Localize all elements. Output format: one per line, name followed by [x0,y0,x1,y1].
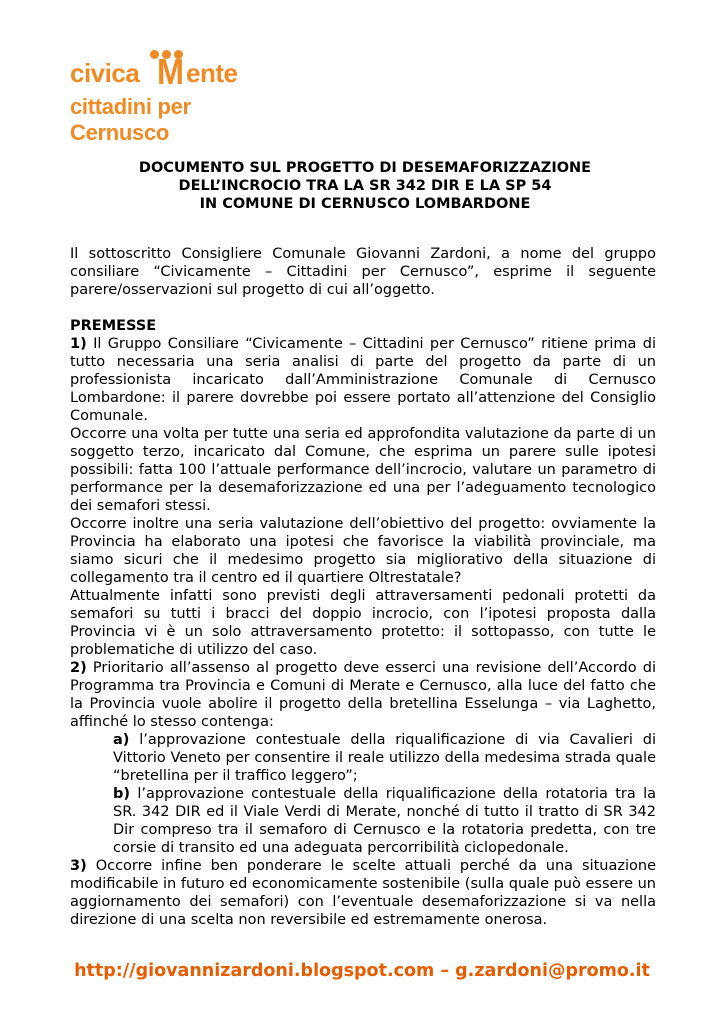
document-title [60,159,670,213]
paragraph-1c: Occorre inoltre una seria valutazione dell’obiettivo del progetto: ovviamente la Provincia ha elaborato una ipotesi che favorisce la viabilità provinciale, ma siamo sicuri che il medesimo progetto sia migliorativo della situazione di collegamento tra il centro ed il quartiere Oltrestatale? [70,516,656,586]
logo-letter-m: M [157,51,184,92]
paragraph-2a: a) l’approvazione contestuale della riqualificazione di via Cavalieri di Vittorio Veneto per consentire il reale utilizzo della medesima strada quale “bretellina per il traffico leggero”; [113,732,656,784]
paragraph-1: 1) Il Gruppo Consiliare “Civicamente – Cittadini per Cernusco” ritiene prima di tutto necessaria una seria analisi di parte del progetto da parte di un professionista incaricato dall’Amministrazione Comunale di Cernusco Lombardone: il parere dovrebbe poi essere portato all’attenzione del Consiglio Comunale. [70,336,656,424]
paragraph-2: 2) Prioritario all’assenso al progetto deve esserci una revisione dell’Accordo di Programma tra Provincia e Comuni di Merate e Cernusco, alla luce del fatto che la Provincia vuole abolire il progetto della bretellina Esselunga – via Laghetto, affinché lo stesso contenga: [70,660,657,730]
premesse-heading: PREMESSE [70,318,157,334]
paragraph-3: 3) Occorre infine ben ponderare le scelte attuali perché da una situazione modificabile in futuro ed economicamente sostenibile (sulla quale può essere un aggiornamento dei semafori) con l’eventuale desemaforizzazione si va nella direzione di una scelta non reversibile ed estremamente onerosa. [70,858,656,928]
logo-word-ente: ente [186,58,238,88]
title-line-3: IN COMUNE DI CERNUSCO LOMBARDONE [199,196,531,212]
paragraph-1-number: 1) [70,336,87,352]
paragraph-3-number: 3) [70,858,87,874]
paragraph-2a-label: a) [113,732,130,748]
intro-paragraph: Il sottoscritto Consigliere Comunale Giovanni Zardoni, a nome del gruppo consiliare “Civicamente – Cittadini per Cernusco”, esprime il seguente parere/osservazioni sul progetto di cui all’oggetto. [70,246,656,298]
paragraph-2b: b) l’approvazione contestuale della riqualificazione della rotatoria tra la SR. 342 DIR ed il Viale Verdi di Merate, nonché di tutto il tratto di SR 342 Dir compreso tra il semaforo di Cernusco e la rotatoria predetta, con tre corsie di transito ed una adeguata percorribilità ciclopedonale. [113,786,656,856]
title-line-2: DELL’INCROCIO TRA LA SR 342 DIR E LA SP 54 [178,178,552,194]
logo-tagline: cittadini per Cernusco [70,94,191,145]
document-body [70,245,656,929]
civicamente-logo [70,40,270,145]
paragraph-2b-label: b) [113,786,131,802]
paragraph-1b: Occorre una volta per tutte una seria ed approfondita valutazione da parte di un soggetto terzo, incaricato dal Comune, che esprima un parere sulle ipotesi possibili: fatta 100 l’attuale performance dell’incrocio, valutare un parametro di performance per la desemaforizzazione ed una per l’adeguamento tecnologico dei semafori stessi. [70,426,656,514]
logo-word-civica: civica [70,58,140,88]
title-line-1: DOCUMENTO SUL PROGETTO DI DESEMAFORIZZAZIONE [138,160,592,176]
paragraph-1d: Attualmente infatti sono previsti degli attraversamenti pedonali protetti da semafori su tutti i bracci del doppio incrocio, con l’ipotesi proposta dalla Provincia vi è un solo attraversamento protetto: il sottopasso, con tutte le problematiche di utilizzo del caso. [70,588,656,658]
paragraph-2-number: 2) [70,660,87,676]
footer-contact-link[interactable]: http://giovannizardoni.blogspot.com – g.zardoni@promo.it [74,961,650,981]
